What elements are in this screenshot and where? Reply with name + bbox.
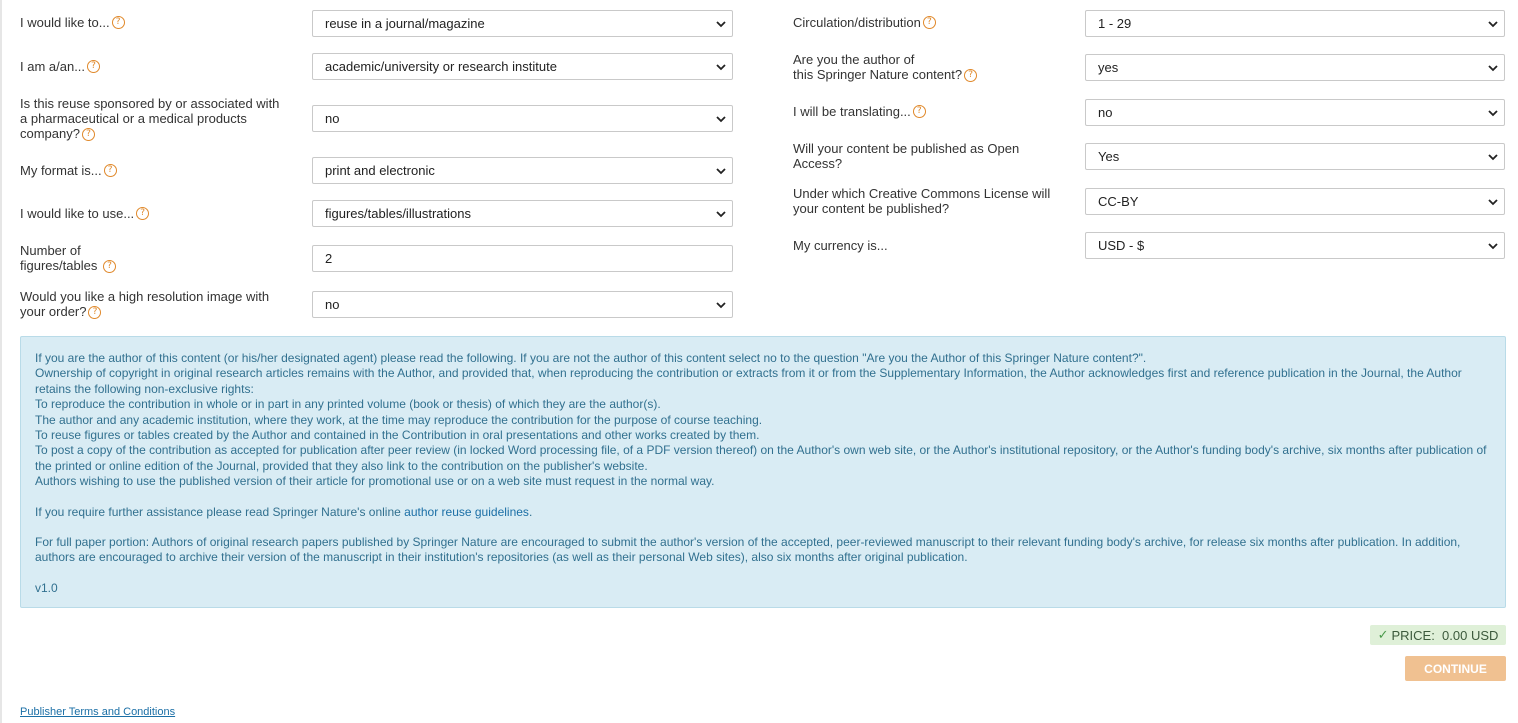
help-icon[interactable]: ? <box>913 105 926 118</box>
field-label-format: My format is... ? <box>20 163 117 178</box>
select-format[interactable]: print and electronic <box>312 157 733 184</box>
help-icon[interactable]: ? <box>88 306 101 319</box>
info-paragraph: To reproduce the contribution in whole or in part in any printed volume (book or thesis) of which they are the author(s). <box>35 397 661 412</box>
field-label-would-like-to: I would like to... ? <box>20 15 125 30</box>
field-label-use: I would like to use... ? <box>20 206 149 221</box>
select-circulation[interactable]: 1 - 29 <box>1085 10 1505 37</box>
select-license[interactable]: CC-BY <box>1085 188 1505 215</box>
field-label-open-access: Will your content be published as Open Access? <box>793 141 1020 171</box>
help-icon[interactable]: ? <box>112 16 125 29</box>
author-reuse-guidelines-link[interactable]: author reuse guidelines <box>404 504 529 519</box>
chevron-down-icon <box>1488 108 1498 118</box>
chevron-down-icon <box>1488 19 1498 29</box>
help-icon[interactable]: ? <box>87 60 100 73</box>
chevron-down-icon <box>1488 197 1498 207</box>
info-paragraph: The author and any academic institution, where they work, at the time may reproduce the contribution for the purpose of course teaching. <box>35 412 763 427</box>
info-paragraph: If you are the author of this content (or his/her designated agent) please read the following. If you are not the author of this content select no to the question "Are you the Author of this Springer Nature content?". <box>35 351 1147 365</box>
select-author[interactable]: yes <box>1085 54 1505 81</box>
select-high-res[interactable]: no <box>312 291 733 318</box>
field-label-translating: I will be translating... ? <box>793 104 926 119</box>
help-icon[interactable]: ? <box>82 128 95 141</box>
number-figures-input[interactable]: 2 <box>312 245 733 272</box>
select-open-access[interactable]: Yes <box>1085 143 1505 170</box>
info-paragraph: To post a copy of the contribution as accepted for publication after peer review (in locked Word processing file, of a PDF version thereof) on the Author's own web site, or the Author's institutional repository, or the Author's funding body's archive, six months after publication of the printed or online edition of the Journal, provided that they also link to the contribution on the publisher's website. <box>35 443 1487 473</box>
info-paragraph: For full paper portion: Authors of original research papers published by Springer Nature are encouraged to submit the author's version of the accepted, peer-reviewed manuscript to their relevant funding body's archive, for release six months after publication. In addition, authors are encouraged to archive their version of the manuscript in their institution's repositories (as well as their personal Web sites), also six months after original publication. <box>35 535 1461 565</box>
info-paragraph: To reuse figures or tables created by the Author and contained in the Contribution in oral presentations and other works created by them. <box>35 428 760 443</box>
info-paragraph: Ownership of copyright in original research articles remains with the Author, and provided that, when reproducing the contribution or extracts from it or from the Supplementary Information, the Author acknowledges first and reference publication in the Journal, the Author retains the following non-exclusive rights: <box>35 366 1462 396</box>
chevron-down-icon <box>1488 152 1498 162</box>
chevron-down-icon <box>716 114 726 124</box>
help-icon[interactable]: ? <box>136 207 149 220</box>
help-icon[interactable]: ? <box>103 260 116 273</box>
chevron-down-icon <box>716 19 726 29</box>
chevron-down-icon <box>1488 241 1498 251</box>
field-label-sponsored: Is this reuse sponsored by or associated with a pharmaceutical or a medical products company? ? <box>20 96 280 141</box>
chevron-down-icon <box>1488 63 1498 73</box>
select-translating[interactable]: no <box>1085 99 1505 126</box>
select-i-am[interactable]: academic/university or research institute <box>312 53 733 80</box>
help-icon[interactable]: ? <box>964 69 977 82</box>
select-currency[interactable]: USD - $ <box>1085 232 1505 259</box>
field-label-number-figures: Number of figures/tables ? <box>20 243 220 273</box>
field-label-author: Are you the author of this Springer Nature content? ? <box>793 52 1073 82</box>
check-icon: ✓ <box>1377 627 1389 642</box>
select-use[interactable]: figures/tables/illustrations <box>312 200 733 227</box>
select-sponsored[interactable]: no <box>312 105 733 132</box>
select-would-like-to[interactable]: reuse in a journal/magazine <box>312 10 733 37</box>
field-label-currency: My currency is... <box>793 238 888 253</box>
help-icon[interactable]: ? <box>923 16 936 29</box>
price-badge: ✓ PRICE: 0.00 USD <box>1370 625 1506 645</box>
page-left-border <box>0 0 2 723</box>
chevron-down-icon <box>716 209 726 219</box>
publisher-terms-link[interactable]: Publisher Terms and Conditions <box>20 706 176 718</box>
field-label-i-am: I am a/an... ? <box>20 59 100 74</box>
info-paragraph: Authors wishing to use the published version of their article for promotional use or on a web site must request in the normal way. <box>35 474 715 489</box>
continue-button[interactable]: CONTINUE <box>1405 656 1506 681</box>
version-label: v1.0 <box>35 580 58 595</box>
field-label-license: Under which Creative Commons License will your content be published? <box>793 186 1051 216</box>
assistance-paragraph: If you require further assistance please read Springer Nature's online author reuse guidelines. <box>35 504 533 519</box>
author-rights-info-box <box>20 336 1506 608</box>
help-icon[interactable]: ? <box>104 164 117 177</box>
chevron-down-icon <box>716 300 726 310</box>
field-label-circulation: Circulation/distribution ? <box>793 15 936 30</box>
field-label-high-res: Would you like a high resolution image with your order? ? <box>20 289 270 319</box>
chevron-down-icon <box>716 62 726 72</box>
chevron-down-icon <box>716 166 726 176</box>
